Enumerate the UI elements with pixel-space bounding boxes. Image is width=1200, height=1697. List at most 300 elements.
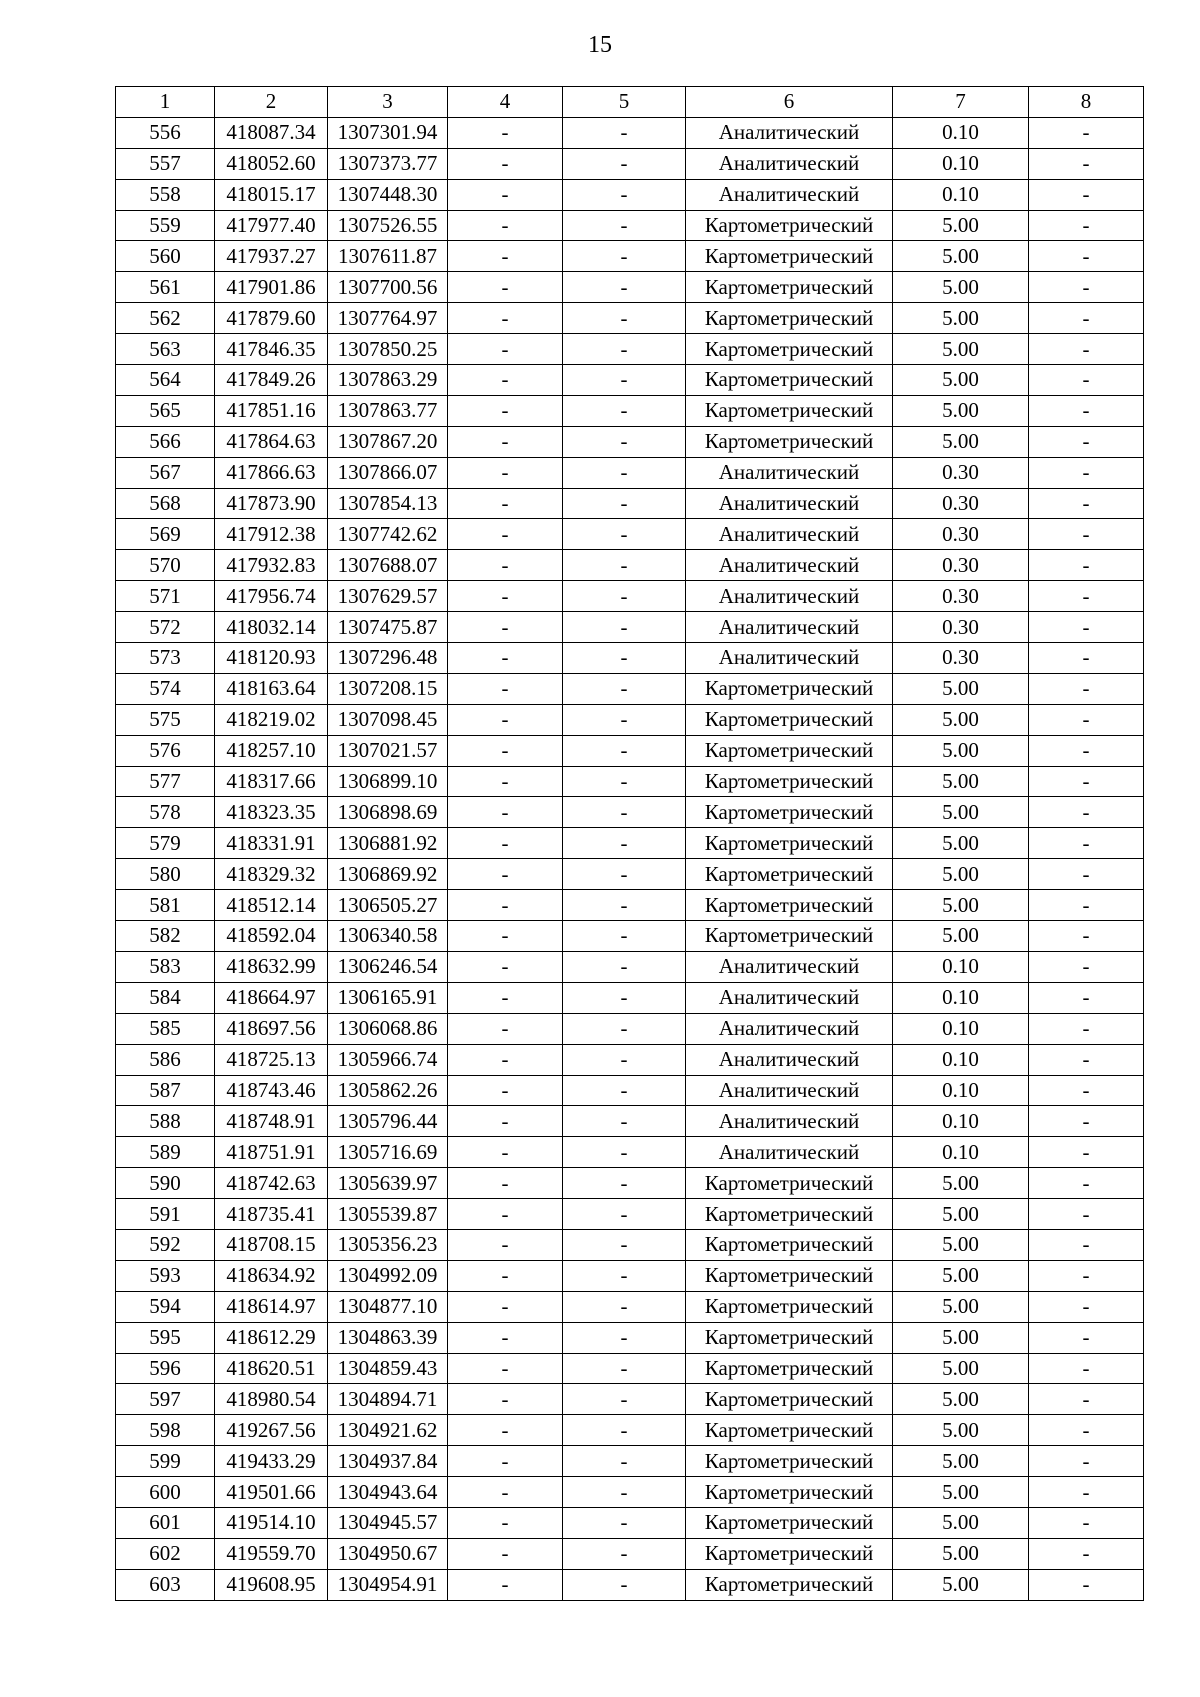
accuracy-cell: 5.00 bbox=[893, 1569, 1029, 1600]
table-row bbox=[116, 148, 1144, 179]
y-coordinate-cell: 1306246.54 bbox=[328, 951, 448, 982]
y-coordinate-cell: 1304859.43 bbox=[328, 1353, 448, 1384]
col8-cell: - bbox=[1029, 1384, 1144, 1415]
y-coordinate-cell: 1307742.62 bbox=[328, 519, 448, 550]
point-number-cell: 588 bbox=[116, 1106, 215, 1137]
accuracy-cell: 5.00 bbox=[893, 272, 1029, 303]
col8-cell: - bbox=[1029, 1507, 1144, 1538]
col5-cell: - bbox=[563, 519, 686, 550]
x-coordinate-cell: 419608.95 bbox=[215, 1569, 328, 1600]
method-cell: Аналитический bbox=[686, 1106, 893, 1137]
col4-cell: - bbox=[448, 1384, 563, 1415]
method-cell: Картометрический bbox=[686, 1477, 893, 1508]
table-row bbox=[116, 735, 1144, 766]
col4-cell: - bbox=[448, 1044, 563, 1075]
point-number-cell: 584 bbox=[116, 982, 215, 1013]
x-coordinate-cell: 418331.91 bbox=[215, 828, 328, 859]
col5-cell: - bbox=[563, 117, 686, 148]
col5-cell: - bbox=[563, 1507, 686, 1538]
y-coordinate-cell: 1307867.20 bbox=[328, 426, 448, 457]
y-coordinate-cell: 1307854.13 bbox=[328, 488, 448, 519]
x-coordinate-cell: 418257.10 bbox=[215, 735, 328, 766]
x-coordinate-cell: 419514.10 bbox=[215, 1507, 328, 1538]
x-coordinate-cell: 417956.74 bbox=[215, 581, 328, 612]
col4-cell: - bbox=[448, 581, 563, 612]
table-row bbox=[116, 921, 1144, 952]
table-row bbox=[116, 1260, 1144, 1291]
col8-cell: - bbox=[1029, 982, 1144, 1013]
table-row bbox=[116, 951, 1144, 982]
column-header-1: 1 bbox=[116, 87, 215, 118]
col5-cell: - bbox=[563, 859, 686, 890]
col5-cell: - bbox=[563, 1229, 686, 1260]
method-cell: Картометрический bbox=[686, 766, 893, 797]
table-row bbox=[116, 550, 1144, 581]
point-number-cell: 597 bbox=[116, 1384, 215, 1415]
col5-cell: - bbox=[563, 1446, 686, 1477]
col5-cell: - bbox=[563, 1569, 686, 1600]
col8-cell: - bbox=[1029, 303, 1144, 334]
col5-cell: - bbox=[563, 457, 686, 488]
accuracy-cell: 5.00 bbox=[893, 828, 1029, 859]
accuracy-cell: 5.00 bbox=[893, 395, 1029, 426]
col8-cell: - bbox=[1029, 210, 1144, 241]
accuracy-cell: 5.00 bbox=[893, 766, 1029, 797]
point-number-cell: 592 bbox=[116, 1229, 215, 1260]
point-number-cell: 583 bbox=[116, 951, 215, 982]
col4-cell: - bbox=[448, 890, 563, 921]
accuracy-cell: 5.00 bbox=[893, 921, 1029, 952]
method-cell: Аналитический bbox=[686, 951, 893, 982]
col8-cell: - bbox=[1029, 1260, 1144, 1291]
method-cell: Аналитический bbox=[686, 982, 893, 1013]
col8-cell: - bbox=[1029, 1199, 1144, 1230]
col5-cell: - bbox=[563, 1353, 686, 1384]
page-number: 15 bbox=[588, 32, 612, 58]
table-row bbox=[116, 1384, 1144, 1415]
accuracy-cell: 5.00 bbox=[893, 1229, 1029, 1260]
col8-cell: - bbox=[1029, 735, 1144, 766]
accuracy-cell: 5.00 bbox=[893, 426, 1029, 457]
col8-cell: - bbox=[1029, 704, 1144, 735]
col4-cell: - bbox=[448, 272, 563, 303]
table-row bbox=[116, 1137, 1144, 1168]
x-coordinate-cell: 419501.66 bbox=[215, 1477, 328, 1508]
y-coordinate-cell: 1306899.10 bbox=[328, 766, 448, 797]
table-row bbox=[116, 797, 1144, 828]
point-number-cell: 591 bbox=[116, 1199, 215, 1230]
point-number-cell: 590 bbox=[116, 1168, 215, 1199]
column-header-5: 5 bbox=[563, 87, 686, 118]
x-coordinate-cell: 418697.56 bbox=[215, 1013, 328, 1044]
col4-cell: - bbox=[448, 951, 563, 982]
col5-cell: - bbox=[563, 488, 686, 519]
table-row bbox=[116, 1075, 1144, 1106]
table-row bbox=[116, 179, 1144, 210]
col4-cell: - bbox=[448, 1260, 563, 1291]
x-coordinate-cell: 417873.90 bbox=[215, 488, 328, 519]
method-cell: Аналитический bbox=[686, 1137, 893, 1168]
point-number-cell: 579 bbox=[116, 828, 215, 859]
accuracy-cell: 0.30 bbox=[893, 581, 1029, 612]
accuracy-cell: 5.00 bbox=[893, 241, 1029, 272]
col5-cell: - bbox=[563, 1075, 686, 1106]
column-header-2: 2 bbox=[215, 87, 328, 118]
y-coordinate-cell: 1307863.77 bbox=[328, 395, 448, 426]
y-coordinate-cell: 1304945.57 bbox=[328, 1507, 448, 1538]
col4-cell: - bbox=[448, 241, 563, 272]
y-coordinate-cell: 1307700.56 bbox=[328, 272, 448, 303]
accuracy-cell: 5.00 bbox=[893, 1353, 1029, 1384]
col5-cell: - bbox=[563, 210, 686, 241]
point-number-cell: 594 bbox=[116, 1291, 215, 1322]
y-coordinate-cell: 1304992.09 bbox=[328, 1260, 448, 1291]
accuracy-cell: 5.00 bbox=[893, 1538, 1029, 1569]
col8-cell: - bbox=[1029, 457, 1144, 488]
col5-cell: - bbox=[563, 1044, 686, 1075]
col4-cell: - bbox=[448, 426, 563, 457]
col8-cell: - bbox=[1029, 1477, 1144, 1508]
accuracy-cell: 0.30 bbox=[893, 488, 1029, 519]
x-coordinate-cell: 418751.91 bbox=[215, 1137, 328, 1168]
x-coordinate-cell: 418052.60 bbox=[215, 148, 328, 179]
method-cell: Картометрический bbox=[686, 1291, 893, 1322]
accuracy-cell: 0.30 bbox=[893, 519, 1029, 550]
col8-cell: - bbox=[1029, 395, 1144, 426]
table-row bbox=[116, 117, 1144, 148]
table-row bbox=[116, 1199, 1144, 1230]
accuracy-cell: 5.00 bbox=[893, 1291, 1029, 1322]
method-cell: Картометрический bbox=[686, 797, 893, 828]
point-number-cell: 598 bbox=[116, 1415, 215, 1446]
col5-cell: - bbox=[563, 735, 686, 766]
method-cell: Картометрический bbox=[686, 673, 893, 704]
col5-cell: - bbox=[563, 1384, 686, 1415]
col4-cell: - bbox=[448, 1353, 563, 1384]
table-row bbox=[116, 303, 1144, 334]
x-coordinate-cell: 418708.15 bbox=[215, 1229, 328, 1260]
accuracy-cell: 0.10 bbox=[893, 148, 1029, 179]
accuracy-cell: 5.00 bbox=[893, 1384, 1029, 1415]
method-cell: Картометрический bbox=[686, 1322, 893, 1353]
col4-cell: - bbox=[448, 1569, 563, 1600]
col4-cell: - bbox=[448, 365, 563, 396]
col8-cell: - bbox=[1029, 241, 1144, 272]
method-cell: Картометрический bbox=[686, 828, 893, 859]
method-cell: Аналитический bbox=[686, 643, 893, 674]
y-coordinate-cell: 1305796.44 bbox=[328, 1106, 448, 1137]
table-row bbox=[116, 488, 1144, 519]
col4-cell: - bbox=[448, 395, 563, 426]
col4-cell: - bbox=[448, 1013, 563, 1044]
col4-cell: - bbox=[448, 179, 563, 210]
col5-cell: - bbox=[563, 1477, 686, 1508]
table-row bbox=[116, 241, 1144, 272]
col8-cell: - bbox=[1029, 612, 1144, 643]
table-row bbox=[116, 1013, 1144, 1044]
col5-cell: - bbox=[563, 395, 686, 426]
table-row bbox=[116, 982, 1144, 1013]
table-row bbox=[116, 1229, 1144, 1260]
point-number-cell: 562 bbox=[116, 303, 215, 334]
col8-cell: - bbox=[1029, 1168, 1144, 1199]
method-cell: Картометрический bbox=[686, 241, 893, 272]
table-row bbox=[116, 612, 1144, 643]
col5-cell: - bbox=[563, 704, 686, 735]
col4-cell: - bbox=[448, 673, 563, 704]
method-cell: Аналитический bbox=[686, 612, 893, 643]
col4-cell: - bbox=[448, 303, 563, 334]
col5-cell: - bbox=[563, 1199, 686, 1230]
col8-cell: - bbox=[1029, 643, 1144, 674]
method-cell: Аналитический bbox=[686, 581, 893, 612]
point-number-cell: 568 bbox=[116, 488, 215, 519]
point-number-cell: 558 bbox=[116, 179, 215, 210]
col5-cell: - bbox=[563, 334, 686, 365]
y-coordinate-cell: 1304950.67 bbox=[328, 1538, 448, 1569]
col8-cell: - bbox=[1029, 921, 1144, 952]
col8-cell: - bbox=[1029, 1075, 1144, 1106]
col4-cell: - bbox=[448, 1507, 563, 1538]
col8-cell: - bbox=[1029, 148, 1144, 179]
col8-cell: - bbox=[1029, 1446, 1144, 1477]
accuracy-cell: 5.00 bbox=[893, 334, 1029, 365]
method-cell: Картометрический bbox=[686, 1569, 893, 1600]
table-row bbox=[116, 643, 1144, 674]
x-coordinate-cell: 418743.46 bbox=[215, 1075, 328, 1106]
y-coordinate-cell: 1304863.39 bbox=[328, 1322, 448, 1353]
x-coordinate-cell: 417901.86 bbox=[215, 272, 328, 303]
method-cell: Картометрический bbox=[686, 303, 893, 334]
col4-cell: - bbox=[448, 117, 563, 148]
accuracy-cell: 5.00 bbox=[893, 1477, 1029, 1508]
col5-cell: - bbox=[563, 1322, 686, 1353]
table-row bbox=[116, 519, 1144, 550]
y-coordinate-cell: 1304943.64 bbox=[328, 1477, 448, 1508]
table-body bbox=[116, 117, 1144, 1600]
col5-cell: - bbox=[563, 426, 686, 457]
point-number-cell: 574 bbox=[116, 673, 215, 704]
point-number-cell: 599 bbox=[116, 1446, 215, 1477]
col8-cell: - bbox=[1029, 272, 1144, 303]
method-cell: Аналитический bbox=[686, 1013, 893, 1044]
method-cell: Аналитический bbox=[686, 488, 893, 519]
accuracy-cell: 5.00 bbox=[893, 1507, 1029, 1538]
table-row bbox=[116, 334, 1144, 365]
col4-cell: - bbox=[448, 859, 563, 890]
col4-cell: - bbox=[448, 766, 563, 797]
point-number-cell: 557 bbox=[116, 148, 215, 179]
y-coordinate-cell: 1307021.57 bbox=[328, 735, 448, 766]
col5-cell: - bbox=[563, 550, 686, 581]
col5-cell: - bbox=[563, 1260, 686, 1291]
y-coordinate-cell: 1305639.97 bbox=[328, 1168, 448, 1199]
accuracy-cell: 0.10 bbox=[893, 1075, 1029, 1106]
y-coordinate-cell: 1307475.87 bbox=[328, 612, 448, 643]
col4-cell: - bbox=[448, 1322, 563, 1353]
col8-cell: - bbox=[1029, 550, 1144, 581]
accuracy-cell: 0.30 bbox=[893, 457, 1029, 488]
method-cell: Картометрический bbox=[686, 1353, 893, 1384]
x-coordinate-cell: 418015.17 bbox=[215, 179, 328, 210]
accuracy-cell: 5.00 bbox=[893, 735, 1029, 766]
method-cell: Картометрический bbox=[686, 1415, 893, 1446]
accuracy-cell: 5.00 bbox=[893, 797, 1029, 828]
point-number-cell: 587 bbox=[116, 1075, 215, 1106]
y-coordinate-cell: 1304921.62 bbox=[328, 1415, 448, 1446]
method-cell: Картометрический bbox=[686, 1446, 893, 1477]
x-coordinate-cell: 418742.63 bbox=[215, 1168, 328, 1199]
table-row bbox=[116, 1353, 1144, 1384]
accuracy-cell: 5.00 bbox=[893, 1199, 1029, 1230]
point-number-cell: 560 bbox=[116, 241, 215, 272]
accuracy-cell: 5.00 bbox=[893, 210, 1029, 241]
x-coordinate-cell: 418592.04 bbox=[215, 921, 328, 952]
x-coordinate-cell: 417879.60 bbox=[215, 303, 328, 334]
table-row bbox=[116, 395, 1144, 426]
accuracy-cell: 5.00 bbox=[893, 1322, 1029, 1353]
col4-cell: - bbox=[448, 704, 563, 735]
table-row bbox=[116, 1538, 1144, 1569]
y-coordinate-cell: 1306898.69 bbox=[328, 797, 448, 828]
accuracy-cell: 5.00 bbox=[893, 303, 1029, 334]
y-coordinate-cell: 1304877.10 bbox=[328, 1291, 448, 1322]
col4-cell: - bbox=[448, 1137, 563, 1168]
col5-cell: - bbox=[563, 1106, 686, 1137]
x-coordinate-cell: 418219.02 bbox=[215, 704, 328, 735]
col8-cell: - bbox=[1029, 117, 1144, 148]
col8-cell: - bbox=[1029, 859, 1144, 890]
column-header-3: 3 bbox=[328, 87, 448, 118]
method-cell: Аналитический bbox=[686, 148, 893, 179]
accuracy-cell: 5.00 bbox=[893, 704, 1029, 735]
y-coordinate-cell: 1305716.69 bbox=[328, 1137, 448, 1168]
col5-cell: - bbox=[563, 303, 686, 334]
col8-cell: - bbox=[1029, 1569, 1144, 1600]
col5-cell: - bbox=[563, 1013, 686, 1044]
method-cell: Аналитический bbox=[686, 1044, 893, 1075]
col5-cell: - bbox=[563, 1137, 686, 1168]
x-coordinate-cell: 418317.66 bbox=[215, 766, 328, 797]
y-coordinate-cell: 1305966.74 bbox=[328, 1044, 448, 1075]
y-coordinate-cell: 1307863.29 bbox=[328, 365, 448, 396]
method-cell: Картометрический bbox=[686, 1199, 893, 1230]
point-number-cell: 565 bbox=[116, 395, 215, 426]
point-number-cell: 603 bbox=[116, 1569, 215, 1600]
table-row bbox=[116, 210, 1144, 241]
point-number-cell: 566 bbox=[116, 426, 215, 457]
col4-cell: - bbox=[448, 797, 563, 828]
table-row bbox=[116, 1291, 1144, 1322]
point-number-cell: 578 bbox=[116, 797, 215, 828]
table-row bbox=[116, 272, 1144, 303]
x-coordinate-cell: 418032.14 bbox=[215, 612, 328, 643]
x-coordinate-cell: 417932.83 bbox=[215, 550, 328, 581]
col8-cell: - bbox=[1029, 1538, 1144, 1569]
col5-cell: - bbox=[563, 612, 686, 643]
col4-cell: - bbox=[448, 1229, 563, 1260]
point-number-cell: 563 bbox=[116, 334, 215, 365]
col5-cell: - bbox=[563, 581, 686, 612]
col5-cell: - bbox=[563, 921, 686, 952]
accuracy-cell: 5.00 bbox=[893, 859, 1029, 890]
col5-cell: - bbox=[563, 272, 686, 303]
method-cell: Аналитический bbox=[686, 117, 893, 148]
col8-cell: - bbox=[1029, 334, 1144, 365]
y-coordinate-cell: 1306505.27 bbox=[328, 890, 448, 921]
x-coordinate-cell: 418664.97 bbox=[215, 982, 328, 1013]
col8-cell: - bbox=[1029, 1291, 1144, 1322]
point-number-cell: 585 bbox=[116, 1013, 215, 1044]
col8-cell: - bbox=[1029, 1044, 1144, 1075]
table-row bbox=[116, 1569, 1144, 1600]
col5-cell: - bbox=[563, 148, 686, 179]
column-header-6: 6 bbox=[686, 87, 893, 118]
table-row bbox=[116, 828, 1144, 859]
method-cell: Картометрический bbox=[686, 1260, 893, 1291]
x-coordinate-cell: 417937.27 bbox=[215, 241, 328, 272]
point-number-cell: 595 bbox=[116, 1322, 215, 1353]
col4-cell: - bbox=[448, 334, 563, 365]
col4-cell: - bbox=[448, 1075, 563, 1106]
col5-cell: - bbox=[563, 797, 686, 828]
col8-cell: - bbox=[1029, 1229, 1144, 1260]
x-coordinate-cell: 417977.40 bbox=[215, 210, 328, 241]
table-row bbox=[116, 1106, 1144, 1137]
point-number-cell: 586 bbox=[116, 1044, 215, 1075]
x-coordinate-cell: 419559.70 bbox=[215, 1538, 328, 1569]
y-coordinate-cell: 1307866.07 bbox=[328, 457, 448, 488]
x-coordinate-cell: 418748.91 bbox=[215, 1106, 328, 1137]
x-coordinate-cell: 418632.99 bbox=[215, 951, 328, 982]
col5-cell: - bbox=[563, 828, 686, 859]
x-coordinate-cell: 418120.93 bbox=[215, 643, 328, 674]
point-number-cell: 580 bbox=[116, 859, 215, 890]
accuracy-cell: 0.10 bbox=[893, 117, 1029, 148]
method-cell: Аналитический bbox=[686, 550, 893, 581]
accuracy-cell: 0.30 bbox=[893, 550, 1029, 581]
col4-cell: - bbox=[448, 1168, 563, 1199]
col5-cell: - bbox=[563, 179, 686, 210]
point-number-cell: 564 bbox=[116, 365, 215, 396]
col8-cell: - bbox=[1029, 673, 1144, 704]
col4-cell: - bbox=[448, 519, 563, 550]
col5-cell: - bbox=[563, 890, 686, 921]
x-coordinate-cell: 418735.41 bbox=[215, 1199, 328, 1230]
method-cell: Картометрический bbox=[686, 1229, 893, 1260]
x-coordinate-cell: 417846.35 bbox=[215, 334, 328, 365]
col4-cell: - bbox=[448, 148, 563, 179]
y-coordinate-cell: 1307208.15 bbox=[328, 673, 448, 704]
method-cell: Картометрический bbox=[686, 1507, 893, 1538]
y-coordinate-cell: 1306869.92 bbox=[328, 859, 448, 890]
method-cell: Картометрический bbox=[686, 890, 893, 921]
point-number-cell: 600 bbox=[116, 1477, 215, 1508]
col4-cell: - bbox=[448, 1415, 563, 1446]
method-cell: Аналитический bbox=[686, 1075, 893, 1106]
col5-cell: - bbox=[563, 365, 686, 396]
y-coordinate-cell: 1304954.91 bbox=[328, 1569, 448, 1600]
table-row bbox=[116, 365, 1144, 396]
col4-cell: - bbox=[448, 1291, 563, 1322]
method-cell: Аналитический bbox=[686, 457, 893, 488]
col4-cell: - bbox=[448, 1446, 563, 1477]
y-coordinate-cell: 1307764.97 bbox=[328, 303, 448, 334]
col8-cell: - bbox=[1029, 1415, 1144, 1446]
col4-cell: - bbox=[448, 210, 563, 241]
y-coordinate-cell: 1306068.86 bbox=[328, 1013, 448, 1044]
col5-cell: - bbox=[563, 673, 686, 704]
